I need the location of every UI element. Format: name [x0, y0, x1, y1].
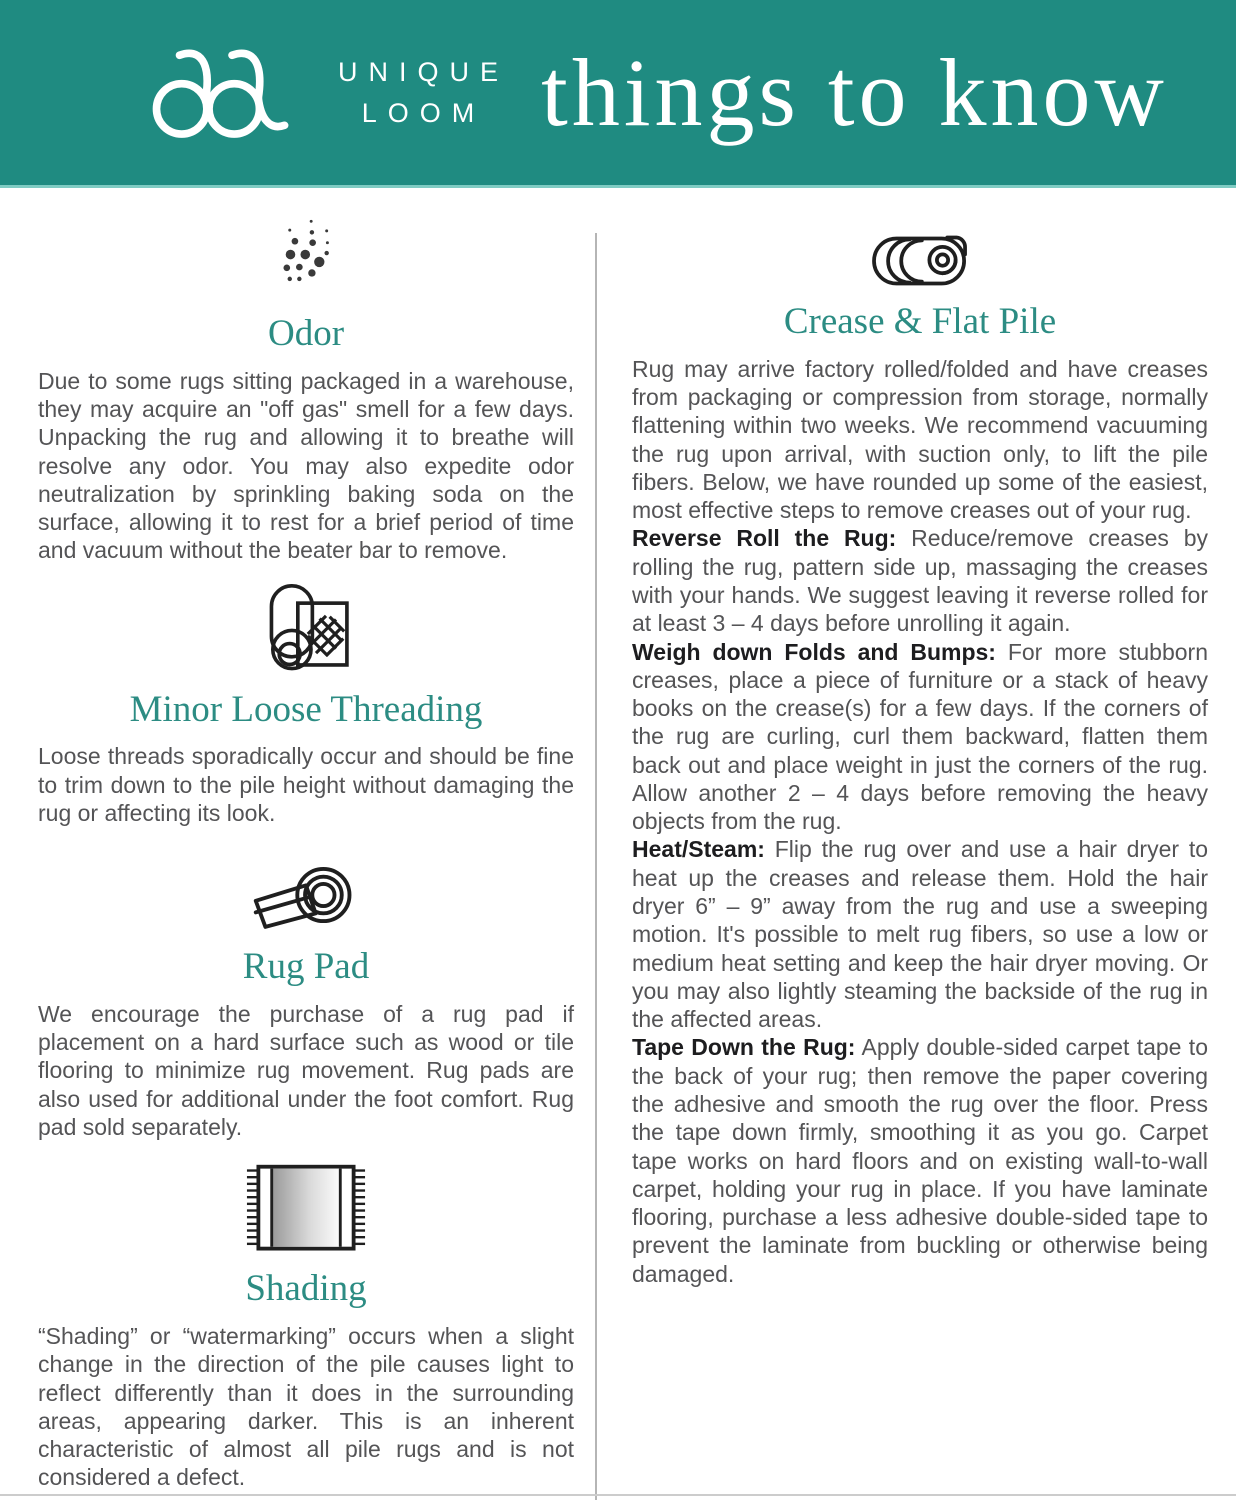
tip-reverse-roll: [632, 524, 1208, 637]
section-heading-crease-flat-pile: Crease & Flat Pile: [783, 301, 1057, 342]
section-body-shading: “Shading” or “watermarking” occurs when a slight change in the direction of the pile causes light to reflect differently than it does in the surrounding areas, appearing darker. This is an inherent characteristic of almost all pile rugs and is not considered a defect.: [38, 1322, 574, 1491]
page-title: things to know: [541, 38, 1168, 146]
tip-label-weigh-down: Weigh down Folds and Bumps:: [632, 638, 996, 665]
tip-text-reverse-roll: Reduce/remove creases by rolling the rug, pattern side up, massaging the creases with your hands. We suggest leaving it reverse rolled for at least 3 – 4 days before unrolling it again.: [632, 525, 1209, 637]
fringed-rug-icon: [243, 1161, 369, 1261]
tip-weigh-down: [632, 638, 1208, 836]
brand-line-2: LOOM: [361, 97, 486, 128]
section-body-rug-pad: We encourage the purchase of a rug pad if placement on a hard surface such as wood or tile flooring to minimize rug movement. Rug pads are also used for additional under the foot comfort. Rug pad sold separately.: [38, 1000, 574, 1140]
section-heading-shading: Shading: [245, 1268, 367, 1310]
unrolling-rug-icon: [256, 577, 356, 682]
tip-tape-down: [632, 1033, 1208, 1288]
section-rug-pad: [38, 851, 574, 1141]
tip-text-weigh-down: For more stubborn creases, place a piece of furniture or a stack of heavy books on the crease(s) for a few days. If the corners of the rug are curling, curl them backward, flatten them back out and place weight in just the corners of the rug. Allow another 2 – 4 days before removing the heavy objects from the rug.: [632, 638, 1208, 835]
tip-text-heat-steam: Flip the rug over and use a hair dryer to heat up the creases and release them. Hold the hair dryer 6” – 9” away from the rug and use a sweeping motion. It's possible to melt rug fibers, so use a low or medium heat setting and keep the hair dryer moving. Or you may also lightly steaming the backside of the rug in the affected areas.: [632, 836, 1209, 1033]
section-heading-odor: Odor: [267, 313, 345, 354]
section-heading-rug-pad: Rug Pad: [242, 946, 370, 988]
odor-dots-icon: [258, 206, 354, 306]
tip-label-heat-steam: Heat/Steam:: [632, 836, 765, 863]
tip-label-reverse-roll: Reverse Roll the Rug:: [632, 525, 897, 552]
rug-pad-roll-icon: [248, 851, 364, 939]
tip-heat-steam: [632, 835, 1208, 1033]
section-crease-flat-pile: [632, 228, 1208, 1288]
section-minor-loose-threading: [38, 577, 574, 828]
tip-text-tape-down: Apply double-sided carpet tape to the back of your rug; then remove the paper covering the adhesive and smooth the rug over the floor. Press the tape down firmly, smoothing it as you go. Carpet tape works on hard floors and on existing wall-to-wall carpet, holding your rug in place. If you have laminate flooring, purchase a less adhesive double-sided tape to prevent the laminate from buckling or otherwise being damaged.: [632, 1034, 1208, 1287]
section-heading-minor-loose-threading: Minor Loose Threading: [129, 688, 483, 730]
bottom-rule: [0, 1494, 1236, 1496]
brand: [126, 41, 509, 145]
section-intro-crease-flat-pile: Rug may arrive factory rolled/folded and have creases from packaging or compression from storage, normally flattening within two weeks. We recommend vacuuming the rug upon arrival, with suction only, to lift the pile fibers. Below, we have rounded up some of the easiest, most effective steps to remove creases out of your rug.: [632, 355, 1208, 524]
left-column: [38, 188, 574, 1500]
unique-loom-logo-icon: [126, 41, 314, 145]
right-column: [632, 188, 1208, 1500]
section-body-odor: Due to some rugs sitting packaged in a warehouse, they may acquire an "off gas" smell for a few days. Unpacking the rug and allowing it to breathe will resolve any odor. You may also expedite odor neutralization by sprinkling baking soda on the surface, allowing it to rest for a brief period of time and vacuum without the beater bar to remove.: [38, 367, 574, 564]
rolled-rug-side-icon: [859, 228, 981, 294]
brand-name: [338, 52, 509, 133]
section-shading: [38, 1161, 574, 1491]
main-content: [0, 188, 1236, 1500]
header: [0, 0, 1236, 188]
column-divider: [595, 233, 597, 1500]
section-body-minor-loose-threading: Loose threads sporadically occur and should be fine to trim down to the pile height without damaging the rug or affecting its look.: [38, 743, 574, 826]
section-odor: [38, 206, 574, 565]
tip-label-tape-down: Tape Down the Rug:: [632, 1034, 856, 1061]
brand-line-1: UNIQUE: [338, 57, 510, 87]
